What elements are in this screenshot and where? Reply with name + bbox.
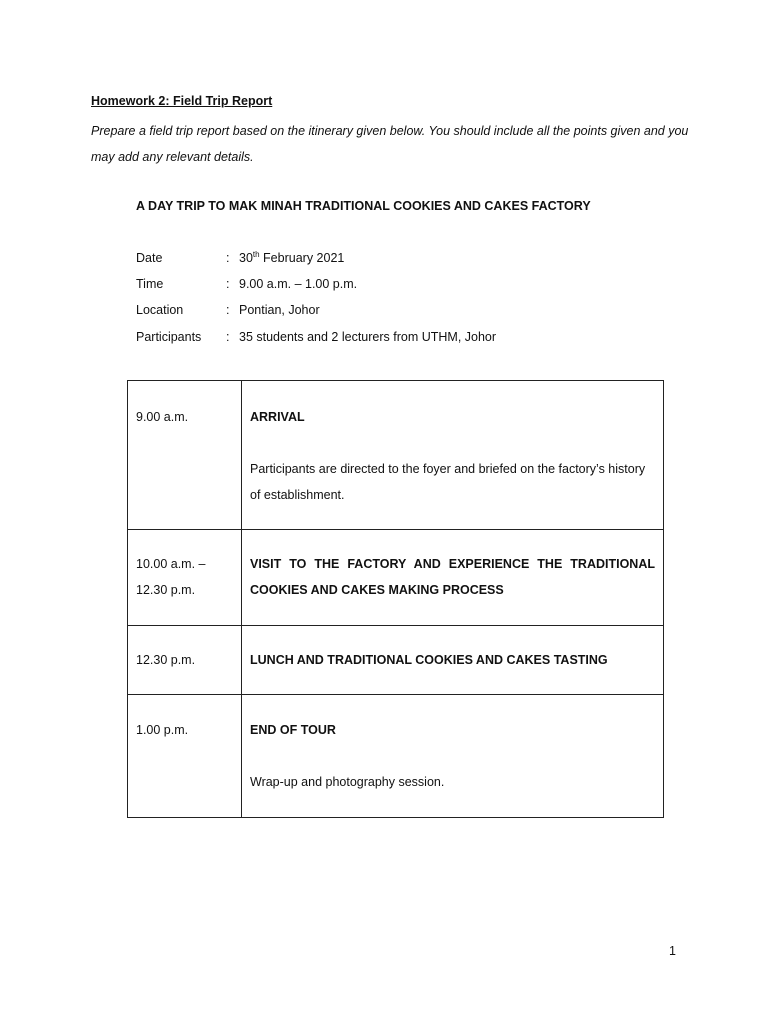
detail-colon: : xyxy=(226,330,230,344)
detail-value: Pontian, Johor xyxy=(239,303,320,317)
detail-value xyxy=(239,251,344,265)
activity-description: Participants are directed to the foyer and briefed on the factory’s history of establishment. xyxy=(250,462,646,502)
activity-description: Wrap-up and photography session. xyxy=(250,775,445,789)
document-title: Homework 2: Field Trip Report xyxy=(91,94,273,108)
itinerary-activity xyxy=(242,530,664,626)
detail-label: Location xyxy=(136,303,184,317)
activity-title: ARRIVAL xyxy=(250,410,305,424)
itinerary-time: 10.00 a.m. – 12.30 p.m. xyxy=(128,530,242,626)
activity-title: VISIT TO THE FACTORY AND EXPERIENCE THE TRADITIONAL COOKIES AND CAKES MAKING PROCESS xyxy=(250,557,655,597)
itinerary-activity xyxy=(242,381,664,530)
instruction-text: Prepare a field trip report based on the itinerary given below. You should include all the points given and you may add any relevant details. xyxy=(91,124,689,164)
detail-colon: : xyxy=(226,303,230,317)
detail-label: Time xyxy=(136,277,164,291)
itinerary-row xyxy=(128,695,664,818)
detail-value: 9.00 a.m. – 1.00 p.m. xyxy=(239,277,358,291)
date-ordinal-suffix: th xyxy=(252,249,260,259)
itinerary-activity xyxy=(242,695,664,818)
activity-title: END OF TOUR xyxy=(250,723,336,737)
trip-heading: A DAY TRIP TO MAK MINAH TRADITIONAL COOKIES AND CAKES FACTORY xyxy=(136,199,591,213)
itinerary-time: 12.30 p.m. xyxy=(128,626,242,695)
activity-title: LUNCH AND TRADITIONAL COOKIES AND CAKES TASTING xyxy=(250,653,608,667)
detail-label: Participants xyxy=(136,330,202,344)
page-number: 1 xyxy=(669,944,676,958)
itinerary-table xyxy=(127,380,664,818)
itinerary-time: 9.00 a.m. xyxy=(128,381,242,530)
itinerary-row xyxy=(128,381,664,530)
itinerary-time: 1.00 p.m. xyxy=(128,695,242,818)
detail-colon: : xyxy=(226,251,230,265)
itinerary-row xyxy=(128,626,664,695)
itinerary-activity xyxy=(242,626,664,695)
date-day: 30 xyxy=(239,251,253,265)
detail-colon: : xyxy=(226,277,230,291)
detail-label: Date xyxy=(136,251,163,265)
date-month-year: February 2021 xyxy=(259,251,345,265)
itinerary-row xyxy=(128,530,664,626)
detail-value: 35 students and 2 lecturers from UTHM, Johor xyxy=(239,330,497,344)
